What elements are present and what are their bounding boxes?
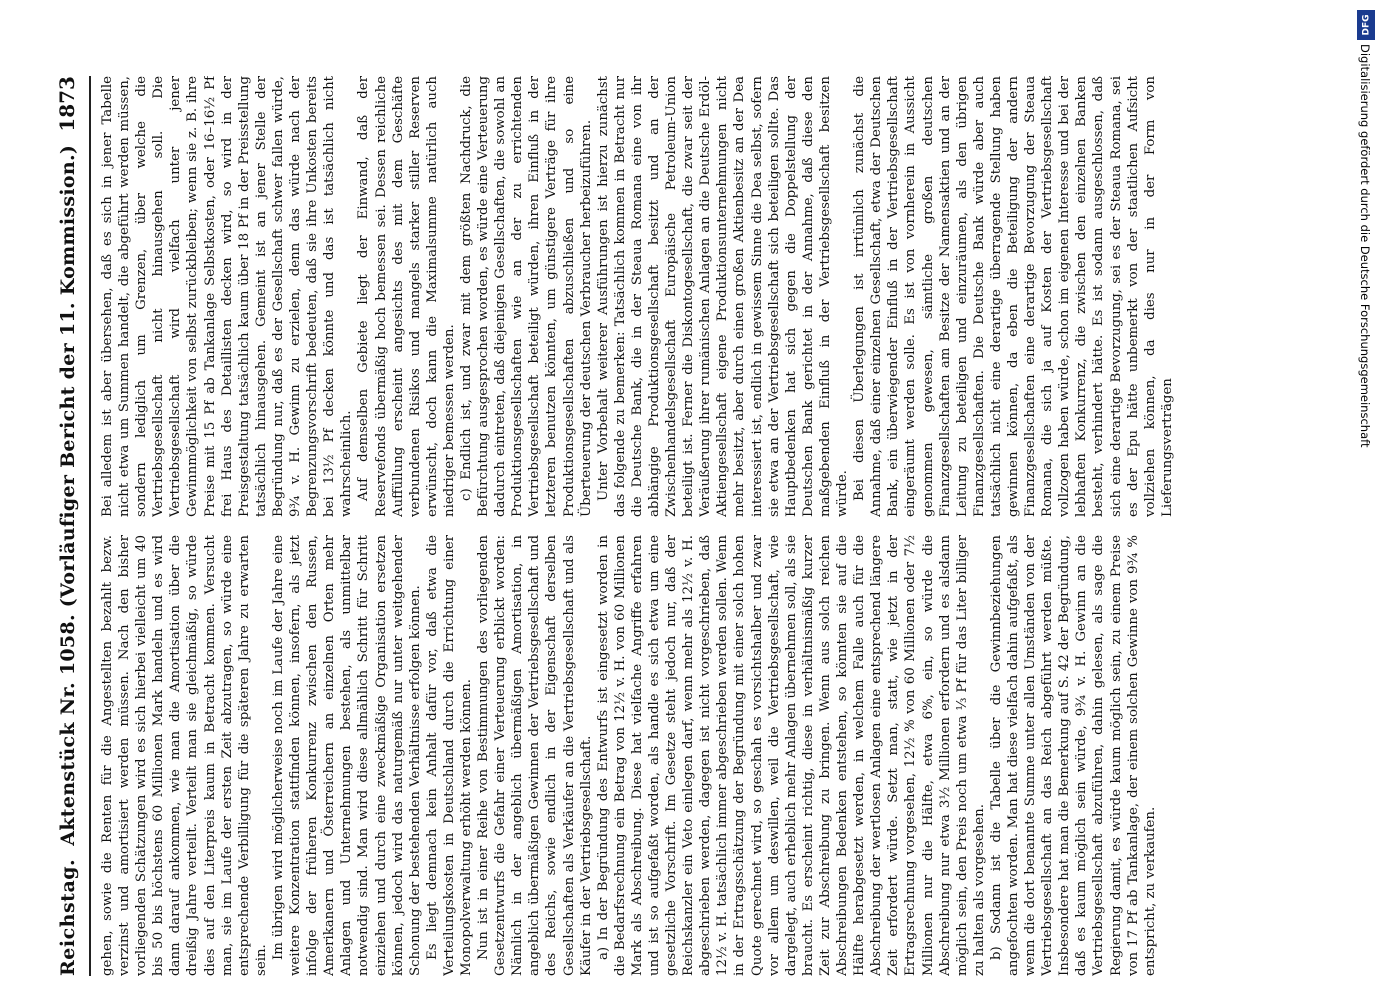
paragraph: Nun ist in einer Reihe von Bestimmungen des vorliegenden Gesetzentwurfs die Gefahr einer Verteuerung erblickt worden: Nämlich in der angeblich übermäßigen Amortisation, in angeblich übermäßigen Gewinnen der Vertriebsgesellschaft und des Reichs, sowie endlich in der Eigenschaft derselben Gesellschaften als Verkäufer an die Vertriebsgesellschaft und als Käufer in der Vertriebsgesellschaft. [476,535,594,976]
text-column-right [99,76,1329,517]
header-reichstag: Reichstag. [57,858,79,976]
rotated-document [55,26,1345,976]
page-header [55,76,85,976]
paragraph: Im übrigen wird möglicherweise noch im Laufe der Jahre eine weitere Konzentration stattfinden können, insofern, als jetzt infolge der früheren Konkurrenz zwischen den Russen, Amerikanern und Österreichern an einzelnen Orten mehr Anlagen und Unternehmungen bestehen, als unmittelbar notwendig sind. Man wird diese allmählich Schritt für Schritt einziehen und durch eine zweckmäßige Organisation ersetzen können, jedoch wird das naturgemäß nur unter weitgehender Schonung der bestehenden Verhältnisse erfolgen können. [270,535,423,976]
header-document-title: Aktenstück Nr. 1058. (Vorläufiger Bericht der 11. Kommission.) [57,144,79,846]
digitization-notice: Digitalisierung gefördert durch die Deutsche Forschungsgemeinschaft [1358,44,1372,448]
paragraph: Unter Vorbehalt weiterer Ausführungen ist hierzu zunächst das folgende zu bemerken: Tatsächlich kommen in Betracht nur die Deutsche Bank, die in der Steaua Romana eine von ihr abhängige Produktionsgesellschaft besitzt und an der Zwischenhandelsgesellschaft Europäische Petroleum-Union beteiligt ist. Ferner die Diskontogesellschaft, die zwar seit der Veräußerung ihrer rumänischen Anlagen an die Deutsche Erdöl-Aktiengesellschaft eigene Produktionsunternehmungen nicht mehr besitzt, aber durch einen großen Aktienbesitz an der Dea interessiert ist, endlich in gewissem Sinne die Dea selbst, sofern sie etwa an der Vertriebsgesellschaft sich beteiligen sollte. Das Hauptbedenken hat sich gegen die Doppelstellung der Deutschen Bank gerichtet in der Annahme, daß diese den maßgebenden Einfluß in der Vertriebsgesellschaft besitzen würde. [595,76,851,517]
paragraph: gehen, sowie die Renten für die Angestellten bezahlt bezw. verzinst und amortisiert werden müssen. Nach den bisher vorliegenden Schätzungen wird es sich hierbei vielleicht um 40 bis 50 bis höchstens 60 Millionen Mark handeln und es wird dann darauf ankommen, wie man die Amortisation über die dreißig Jahre verteilt. Verteilt man sie gleichmäßig, so würde dies auf den Literpreis kaum in Betracht kommen. Versucht man, sie im Laufe der ersten Zeit abzutragen, so würde eine entsprechende Verbilligung für die späteren Jahre zu erwarten sein. [100,535,269,976]
paragraph: c) Endlich ist, und zwar mit dem größten Nachdruck, die Befürchtung ausgesprochen worden, es würde eine Verteuerung dadurch eintreten, daß diejenigen Gesellschaften, die sowohl an Produktionsgesellschaften wie an der zu errichtenden Vertriebsgesellschaft beteiligt würden, ihren Einfluß in der letzteren benutzen könnten, um günstigere Verträge für ihre Produktionsgesellschaften abzuschließen und so eine Überteuerung der deutschen Verbraucher herbeizuführen. [458,76,594,517]
paragraph: Bei alledem ist aber übersehen, daß es sich in jener Tabelle nicht etwa um Summen handelt, die abgeführt werden müssen, sondern lediglich um Grenzen, über welche die Vertriebsgesellschaft nicht hinausgehen soll. Die Vertriebsgesellschaft wird vielfach unter jener Gewinnmöglichkeit von selbst zurückbleiben; wenn sie z. B. ihre Preise mit 15 Pf ab Tankanlage Selbstkosten, oder 16–16½ Pf frei Haus des Detaillisten decken wird, so wird in der Preisgestaltung tatsächlich kaum über 18 Pf in der Preisstellung tatsächlich hinausgehen. Gemeint ist an jener Stelle der Begründung nur, daß es der Gesellschaft schwer fallen würde, 9¾ v. H. Gewinn zu erzielen, denn das würde nach der Begrenzungsvorschrift bedeuten, daß sie ihre Unkosten bereits bei 13½ Pf decken könnte und das ist tatsächlich nicht wahrscheinlich. [100,76,355,517]
header-rule [89,76,91,976]
text-column-left [99,535,1329,976]
text-columns [99,76,1339,976]
paragraph: Bei diesen Überlegungen ist irrtümlich zunächst die Annahme, daß einer einzelnen Gesellschaft, etwa der Deutschen Bank, ein überwiegender Einfluß in der Vertriebsgesellschaft eingeräumt werden solle. Es ist von vornherein in Aussicht genommen gewesen, sämtliche großen deutschen Finanzgesellschaften am Besitze der Namensaktien und an der Leitung zu beteiligen und einzuräumen, als den übrigen Finanzgesellschaften. Die Deutsche Bank würde aber auch tatsächlich nicht eine derartige überragende Stellung haben gewinnen können, da eben die Beteiligung der andern Finanzgesellschaften eine derartige Bevorzugung der Steaua Romana, die sich ja auf Kosten der Vertriebsgesellschaft vollzogen haben würde, schon im eigenen Interesse und bei der lebhaften Konkurrenz, die zwischen den einzelnen Banken besteht, verhindert hätte. Es ist sodann ausgeschlossen, daß sich eine derartige Bevorzugung, sei es der Steaua Romana, sei es der Epu hätte unbemerkt von der staatlichen Aufsicht vollziehen können, da dies nur in der Form von Lieferungsverträgen [852,76,1175,517]
dfg-logo: DFG [1357,10,1375,40]
dfg-stamp [1355,10,1377,700]
paragraph: a) In der Begründung des Entwurfs ist eingesetzt worden in die Bedarfsrechnung ein Betrag von 12½ v. H. von 60 Millionen Mark als Abschreibung. Diese hat vielfache Angriffe erfahren und ist so aufgefaßt worden, als handle es sich etwa um eine gesetzliche Vorschrift. Im Gesetze steht jedoch nur, daß der Reichskanzler ein Veto einlegen darf, wenn mehr als 12½ v. H. abgeschrieben werden, dagegen ist nicht vorgeschrieben, daß 12½ v. H. tatsächlich immer abgeschrieben werden sollen. Wenn in der Ertragsschätzung der Begründung mit einer solch hohen Quote gerechnet wird, so geschah es vorsichtshalber und zwar vor allem um deswillen, weil die Vertriebsgesellschaft, wie dargelegt, auch erheblich mehr Anlagen übernehmen soll, als sie braucht. Es erscheint richtig, diese in verhältnismäßig kurzer Zeit zur Abschreibung zu bringen. Wenn aus solch reichen Abschreibungen Bedenken entstehen, so könnten sie auf die Hälfte herabgesetzt werden, in welchem Falle auch für die Abschreibung der wertlosen Anlagen eine entsprechend längere Zeit erfordert würde. Setzt man, statt, wie jetzt in der Ertragsrechnung vorgesehen, 12½ % von 60 Millionen oder 7½ Millionen nur die Hälfte, etwa 6%, ein, so würde die Abschreibung nur etwa 3½ Millionen erfordern und es alsdann möglich sein, den Preis noch um etwa ⅓ Pf für das Liter billiger zu halten als vorgesehen. [595,535,987,976]
paragraph: Auf demselben Gebiete liegt der Einwand, daß der Reservefonds übermäßig hoch bemessen sei. Dessen reichliche Auffüllung erscheint angesichts des mit dem Geschäfte verbundenen Risikos und mangels starker stiller Reserven erwünscht, doch kann die Maximalsumme natürlich auch niedriger bemessen werden. [356,76,457,517]
paragraph: Es liegt demnach kein Anhalt dafür vor, daß etwa die Verteilungskosten in Deutschland durch die Errichtung einer Monopolverwaltung erhöht werden können. [424,535,474,976]
paragraph: b) Sodann ist die Tabelle über die Gewinnbeziehungen angefochten worden. Man hat diese vielfach dahin aufgefaßt, als wenn die dort benannte Summe unter allen Umständen von der Vertriebsgesellschaft an das Reich abgeführt werden müßte. Insbesondere hat man die Bemerkung auf S. 42 der Begründung, daß es kaum möglich sein würde, 9¾ v. H. Gewinn an die Vertriebsgesellschaft abzuführen, dahin gelesen, als sage die Regierung damit, es würde kaum möglich sein, zu einem Preise von 17 Pf ab Tankanlage, der einem solchen Gewinne von 9¾ % entspricht, zu verkaufen. [988,535,1158,976]
page-number: 1873 [55,76,79,132]
